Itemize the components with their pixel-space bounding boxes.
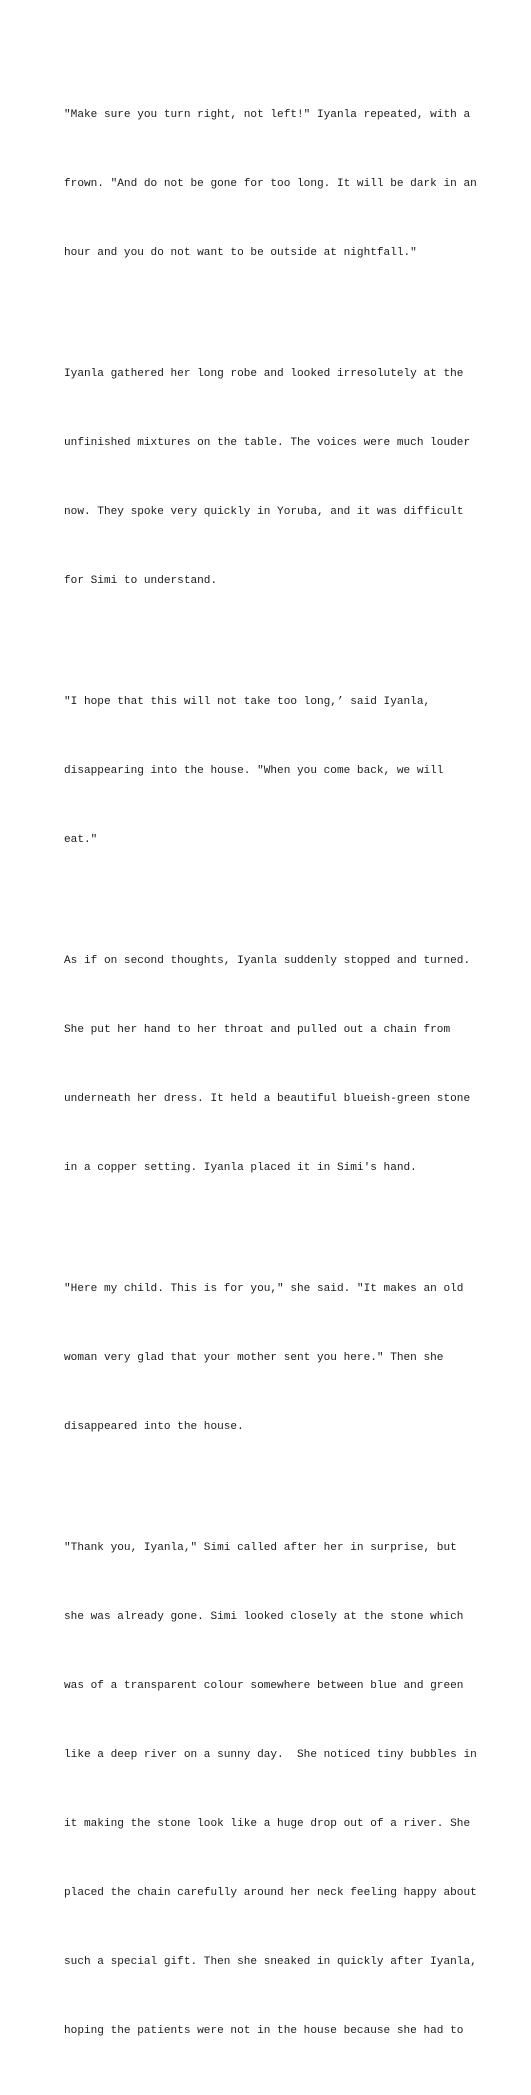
text-line: in a copper setting. Iyanla placed it in Simi's hand. — [64, 1162, 417, 1174]
text-line: "Make sure you turn right, not left!" Iyanla repeated, with a — [64, 109, 471, 121]
paragraph — [64, 1491, 490, 2089]
text-line: it making the stone look like a huge drop out of a river. She — [64, 1818, 471, 1830]
text-line: frown. "And do not be gone for too long. It will be dark in an — [64, 178, 477, 190]
text-line: like a deep river on a sunny day. She noticed tiny bubbles in — [64, 1749, 477, 1761]
text-line: woman very glad that your mother sent you here." Then she — [64, 1352, 444, 1364]
paragraph — [64, 645, 490, 898]
text-line: was of a transparent colour somewhere between blue and green — [64, 1680, 464, 1692]
paragraph — [64, 58, 490, 311]
text-line: now. They spoke very quickly in Yoruba, and it was difficult — [64, 506, 464, 518]
paragraph — [64, 904, 490, 1226]
paragraph — [64, 1232, 490, 1485]
text-line: disappearing into the house. "When you come back, we will — [64, 765, 444, 777]
text-line: underneath her dress. It held a beautiful blueish-green stone — [64, 1093, 471, 1105]
document-page — [64, 58, 490, 2095]
text-line: hour and you do not want to be outside at nightfall." — [64, 247, 417, 259]
text-line: for Simi to understand. — [64, 575, 218, 587]
text-line: placed the chain carefully around her neck feeling happy about — [64, 1887, 477, 1899]
paragraph — [64, 317, 490, 639]
text-line: eat." — [64, 834, 98, 846]
text-line: she was already gone. Simi looked closely at the stone which — [64, 1611, 464, 1623]
text-line: unfinished mixtures on the table. The voices were much louder — [64, 437, 471, 449]
text-line: Iyanla gathered her long robe and looked irresolutely at the — [64, 368, 464, 380]
text-line: "I hope that this will not take too long,’ said Iyanla, — [64, 696, 431, 708]
text-line: such a special gift. Then she sneaked in quickly after Iyanla, — [64, 1956, 477, 1968]
text-line: "Here my child. This is for you," she said. "It makes an old — [64, 1283, 464, 1295]
text-line: She put her hand to her throat and pulled out a chain from — [64, 1024, 451, 1036]
text-line: disappeared into the house. — [64, 1421, 244, 1433]
text-line: hoping the patients were not in the house because she had to — [64, 2025, 464, 2037]
text-line: "Thank you, Iyanla," Simi called after her in surprise, but — [64, 1542, 457, 1554]
text-line: As if on second thoughts, Iyanla suddenly stopped and turned. — [64, 955, 471, 967]
